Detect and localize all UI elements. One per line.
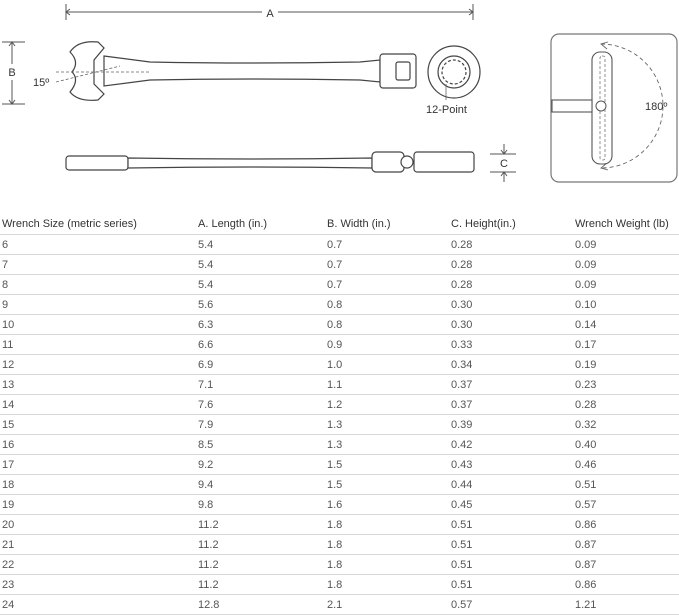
point-label: 12-Point: [426, 104, 467, 116]
table-row: [0, 455, 679, 475]
cell-size: 23: [0, 575, 196, 595]
cell-length: 5.6: [196, 295, 325, 315]
table-row: [0, 495, 679, 515]
wrench-top-view: [70, 42, 480, 101]
cell-length: 9.8: [196, 495, 325, 515]
header-width: B. Width (in.): [325, 214, 449, 235]
swivel-label: 180º: [645, 101, 668, 113]
cell-weight: 0.09: [573, 255, 679, 275]
cell-size: 22: [0, 555, 196, 575]
cell-size: 15: [0, 415, 196, 435]
cell-height: 0.44: [449, 475, 573, 495]
cell-height: 0.51: [449, 575, 573, 595]
cell-length: 6.9: [196, 355, 325, 375]
cell-width: 2.1: [325, 595, 449, 615]
cell-length: 12.8: [196, 595, 325, 615]
cell-length: 7.1: [196, 375, 325, 395]
header-length: A. Length (in.): [196, 214, 325, 235]
cell-weight: 0.87: [573, 535, 679, 555]
cell-size: 11: [0, 335, 196, 355]
cell-width: 0.7: [325, 255, 449, 275]
table-row: [0, 255, 679, 275]
cell-height: 0.51: [449, 535, 573, 555]
cell-width: 1.8: [325, 535, 449, 555]
cell-weight: 0.23: [573, 375, 679, 395]
cell-width: 0.8: [325, 295, 449, 315]
cell-length: 6.3: [196, 315, 325, 335]
table-row: [0, 475, 679, 495]
cell-width: 0.7: [325, 275, 449, 295]
cell-weight: 0.14: [573, 315, 679, 335]
table-header-row: [0, 214, 679, 235]
specs-table: [0, 214, 679, 615]
cell-weight: 0.32: [573, 415, 679, 435]
cell-height: 0.51: [449, 515, 573, 535]
header-height: C. Height(in.): [449, 214, 573, 235]
cell-length: 11.2: [196, 575, 325, 595]
table-row: [0, 395, 679, 415]
cell-weight: 0.10: [573, 295, 679, 315]
header-weight: Wrench Weight (lb): [573, 214, 679, 235]
cell-size: 16: [0, 435, 196, 455]
wrench-diagram: [0, 0, 679, 200]
cell-size: 12: [0, 355, 196, 375]
cell-height: 0.34: [449, 355, 573, 375]
cell-size: 19: [0, 495, 196, 515]
cell-weight: 0.40: [573, 435, 679, 455]
cell-length: 5.4: [196, 235, 325, 255]
cell-width: 1.0: [325, 355, 449, 375]
table-row: [0, 575, 679, 595]
wrench-profile-view: [66, 152, 474, 172]
cell-size: 14: [0, 395, 196, 415]
cell-width: 1.6: [325, 495, 449, 515]
cell-weight: 1.21: [573, 595, 679, 615]
table-row: [0, 355, 679, 375]
cell-weight: 0.86: [573, 575, 679, 595]
cell-width: 0.7: [325, 235, 449, 255]
cell-weight: 0.09: [573, 235, 679, 255]
cell-height: 0.51: [449, 555, 573, 575]
cell-size: 10: [0, 315, 196, 335]
cell-width: 1.8: [325, 575, 449, 595]
cell-weight: 0.17: [573, 335, 679, 355]
table-row: [0, 275, 679, 295]
cell-height: 0.57: [449, 595, 573, 615]
cell-height: 0.28: [449, 255, 573, 275]
cell-width: 0.9: [325, 335, 449, 355]
cell-height: 0.45: [449, 495, 573, 515]
table-row: [0, 515, 679, 535]
cell-size: 17: [0, 455, 196, 475]
cell-size: 9: [0, 295, 196, 315]
header-size: Wrench Size (metric series): [0, 214, 196, 235]
table-row: [0, 415, 679, 435]
table-row: [0, 435, 679, 455]
table-row: [0, 375, 679, 395]
cell-width: 1.2: [325, 395, 449, 415]
angle-label: 15º: [33, 77, 50, 89]
cell-weight: 0.19: [573, 355, 679, 375]
cell-weight: 0.09: [573, 275, 679, 295]
wrench-diagram-svg: [0, 0, 679, 200]
cell-height: 0.42: [449, 435, 573, 455]
cell-height: 0.39: [449, 415, 573, 435]
cell-height: 0.33: [449, 335, 573, 355]
dimension-a-label: A: [266, 8, 274, 20]
cell-width: 1.5: [325, 455, 449, 475]
cell-width: 1.3: [325, 435, 449, 455]
table-row: [0, 335, 679, 355]
table-row: [0, 315, 679, 335]
cell-size: 6: [0, 235, 196, 255]
cell-width: 1.1: [325, 375, 449, 395]
cell-length: 11.2: [196, 515, 325, 535]
cell-size: 20: [0, 515, 196, 535]
cell-width: 1.8: [325, 515, 449, 535]
cell-size: 18: [0, 475, 196, 495]
cell-weight: 0.87: [573, 555, 679, 575]
cell-length: 7.9: [196, 415, 325, 435]
table-row: [0, 295, 679, 315]
cell-height: 0.43: [449, 455, 573, 475]
cell-weight: 0.57: [573, 495, 679, 515]
cell-size: 8: [0, 275, 196, 295]
cell-height: 0.37: [449, 395, 573, 415]
cell-weight: 0.51: [573, 475, 679, 495]
cell-width: 0.8: [325, 315, 449, 335]
cell-length: 5.4: [196, 255, 325, 275]
cell-height: 0.28: [449, 235, 573, 255]
cell-size: 21: [0, 535, 196, 555]
cell-weight: 0.46: [573, 455, 679, 475]
cell-size: 13: [0, 375, 196, 395]
cell-width: 1.5: [325, 475, 449, 495]
cell-size: 7: [0, 255, 196, 275]
cell-size: 24: [0, 595, 196, 615]
cell-length: 11.2: [196, 555, 325, 575]
cell-height: 0.30: [449, 315, 573, 335]
cell-length: 5.4: [196, 275, 325, 295]
table-row: [0, 535, 679, 555]
cell-height: 0.28: [449, 275, 573, 295]
cell-length: 9.2: [196, 455, 325, 475]
cell-height: 0.30: [449, 295, 573, 315]
cell-weight: 0.86: [573, 515, 679, 535]
table-row: [0, 235, 679, 255]
cell-length: 11.2: [196, 535, 325, 555]
cell-length: 7.6: [196, 395, 325, 415]
dimension-b-label: B: [8, 67, 16, 79]
cell-length: 9.4: [196, 475, 325, 495]
table-row: [0, 595, 679, 615]
cell-height: 0.37: [449, 375, 573, 395]
cell-weight: 0.28: [573, 395, 679, 415]
cell-width: 1.3: [325, 415, 449, 435]
cell-length: 8.5: [196, 435, 325, 455]
cell-length: 6.6: [196, 335, 325, 355]
dimension-c-label: C: [500, 158, 508, 170]
table-row: [0, 555, 679, 575]
cell-width: 1.8: [325, 555, 449, 575]
